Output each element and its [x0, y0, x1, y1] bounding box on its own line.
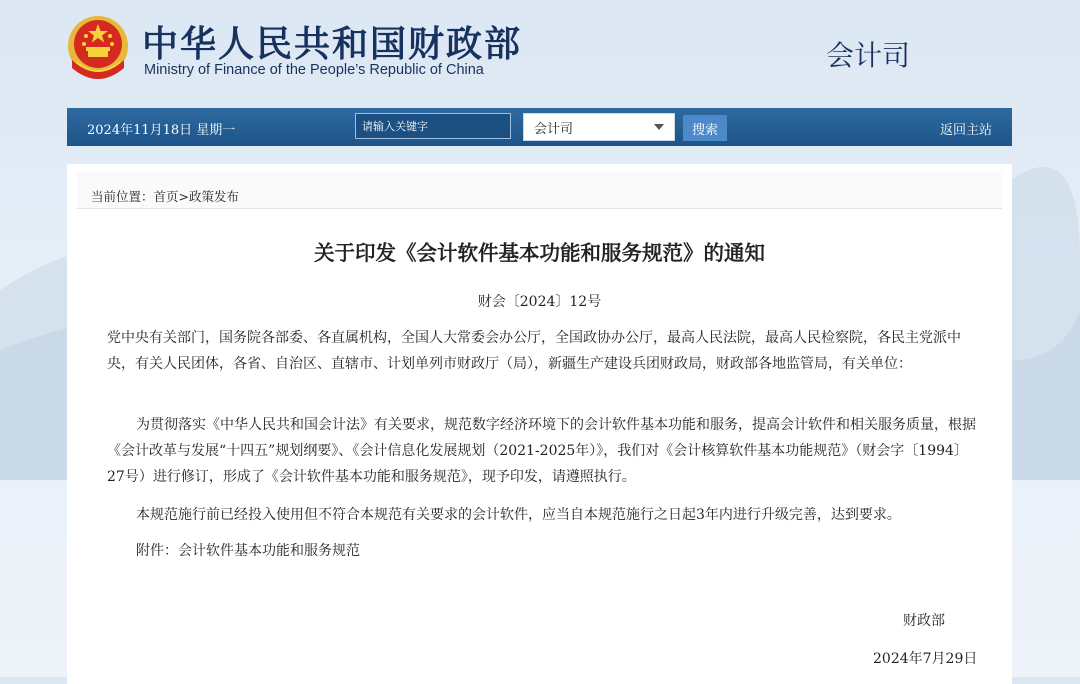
chevron-down-icon	[654, 124, 664, 130]
search-input[interactable]	[355, 113, 511, 139]
recipients-paragraph: 党中央有关部门，国务院各部委、各直属机构，全国人大常委会办公厅，全国政协办公厅，最高人民法院，最高人民检察院，各民主党派中央，有关人民团体，各省、自治区、直辖市、计划单列市财政厅（局），新疆生产建设兵团财政局，财政部各地监管局，有关单位：	[107, 330, 961, 372]
ministry-name-en: Ministry of Finance of the People’s Republic of China	[144, 62, 484, 78]
document-number: 财会〔2024〕12号	[477, 294, 602, 310]
site-header	[0, 0, 1080, 100]
breadcrumb-separator: >	[178, 189, 190, 204]
article-title: 关于印发《会计软件基本功能和服务规范》的通知	[314, 241, 765, 265]
national-emblem-icon	[66, 14, 130, 82]
signer: 财政部	[903, 613, 945, 629]
article-panel	[67, 164, 1012, 684]
sign-date: 2024年7月29日	[873, 651, 978, 667]
attachment-link[interactable]: 附件：会计软件基本功能和服务规范	[136, 543, 360, 559]
breadcrumb-home-link[interactable]: 首页	[153, 189, 179, 204]
main-paragraph: 为贯彻落实《中华人民共和国会计法》有关要求，规范数字经济环境下的会计软件基本功能和服务，提高会计软件和相关服务质量，根据《会计改革与发展“十四五”规划纲要》、《会计信息化发展规划（2021-2025年）》，我们对《会计核算软件基本功能规范》（财会字〔1994〕27号）进行修订，形成了《会计软件基本功能和服务规范》，现予印发，请遵照执行。	[107, 417, 976, 485]
return-main-site-link[interactable]: 返回主站	[939, 123, 992, 138]
ministry-name-cn: 中华人民共和国财政部	[142, 24, 523, 65]
breadcrumb	[77, 172, 1002, 209]
effective-paragraph: 本规范施行前已经投入使用但不符合本规范有关要求的会计软件，应当自本规范施行之日起3年内进行升级完善，达到要求。	[136, 507, 901, 523]
current-date: 2024年11月18日 星期一	[87, 123, 236, 138]
search-button[interactable]: 搜索	[683, 115, 727, 141]
top-navbar	[67, 108, 1012, 146]
breadcrumb-trail	[91, 187, 239, 205]
search-scope-value: 会计司	[534, 121, 574, 137]
breadcrumb-prefix: 当前位置：	[91, 189, 154, 204]
search-scope-select[interactable]	[523, 113, 675, 141]
breadcrumb-section-link[interactable]: 政策发布	[189, 189, 240, 204]
department-title: 会计司	[826, 39, 911, 72]
